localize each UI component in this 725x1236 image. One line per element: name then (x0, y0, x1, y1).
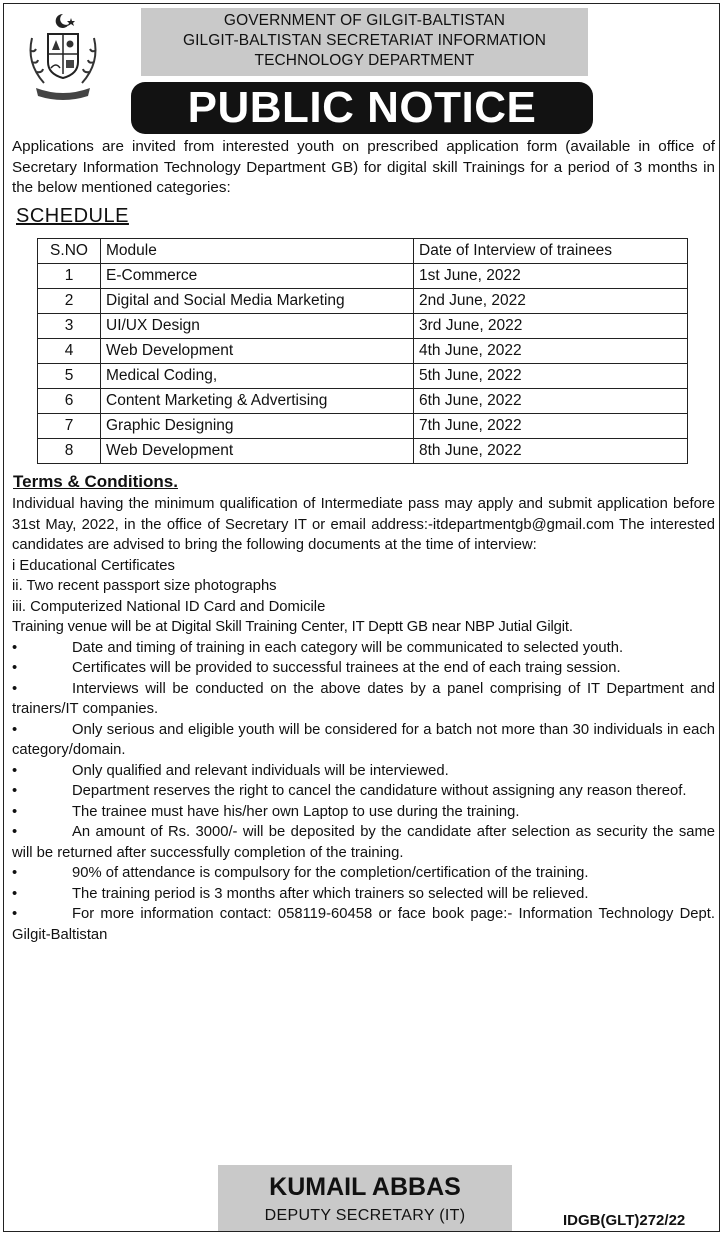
cell-module: E-Commerce (101, 264, 414, 289)
bullet-icon: • (12, 906, 18, 922)
cell-module: Web Development (101, 339, 414, 364)
cell-sno: 6 (38, 389, 101, 414)
cell-date: 5th June, 2022 (414, 364, 688, 389)
list-item (12, 904, 715, 945)
terms-body (12, 494, 715, 945)
list-item (12, 679, 715, 720)
header-line: GILGIT-BALTISTAN SECRETARIAT INFORMATION (182, 32, 547, 49)
table-row (38, 339, 688, 364)
cell-sno: 4 (38, 339, 101, 364)
table-row (38, 314, 688, 339)
cell-module: UI/UX Design (101, 314, 414, 339)
cell-module: Graphic Designing (101, 414, 414, 439)
cell-date: 2nd June, 2022 (414, 289, 688, 314)
cell-date: 8th June, 2022 (414, 439, 688, 464)
document-item: iii. Computerized National ID Card and Domicile (12, 598, 326, 615)
table-row (38, 389, 688, 414)
bullet-icon: • (12, 680, 18, 697)
schedule-heading: SCHEDULE (16, 205, 129, 227)
bullet-text: Interviews will be conducted on the above dates by a panel comprising of IT Department and trainers/IT companies. (12, 680, 715, 717)
table-row (38, 439, 688, 464)
document-item: ii. Two recent passport size photographs (12, 578, 277, 594)
bullet-icon: • (12, 865, 18, 881)
cell-date: 6th June, 2022 (414, 389, 688, 414)
signatory-title: DEPUTY SECRETARY (IT) (264, 1207, 466, 1224)
bullet-text: Only qualified and relevant individuals will be interviewed. (72, 762, 449, 779)
bullet-icon: • (12, 639, 18, 656)
bullet-icon: • (12, 783, 18, 799)
intro-paragraph: Applications are invited from interested youth on prescribed application form (available in office of Secretary Information Technology Department GB) for digital skill Trainings for a period of 3 months in the below mentioned categories: (12, 138, 715, 196)
cell-module: Digital and Social Media Marketing (101, 289, 414, 314)
bullet-icon: • (12, 762, 18, 779)
public-notice-banner: PUBLIC NOTICE (131, 82, 593, 134)
bullet-text: 90% of attendance is compulsory for the completion/certification of the training. (72, 865, 589, 881)
cell-module: Web Development (101, 439, 414, 464)
bullet-icon: • (12, 885, 18, 902)
list-item (12, 802, 715, 823)
header-module: Module (101, 239, 414, 264)
header-date: Date of Interview of trainees (414, 239, 688, 264)
bullet-text: Department reserves the right to cancel the candidature without assigning any reason thereof. (72, 783, 687, 799)
cell-sno: 7 (38, 414, 101, 439)
bullet-icon: • (12, 824, 18, 840)
bullet-text: Date and timing of training in each category will be communicated to selected youth. (72, 639, 624, 656)
bullet-text: Certificates will be provided to successful trainees at the end of each traing session. (72, 660, 621, 676)
government-header (141, 8, 588, 76)
table-row (38, 289, 688, 314)
list-item (12, 863, 715, 884)
cell-module: Content Marketing & Advertising (101, 389, 414, 414)
table-row (38, 364, 688, 389)
signatory-name: KUMAIL ABBAS (269, 1173, 461, 1201)
list-item (12, 720, 715, 761)
header-sno: S.NO (38, 239, 101, 264)
table-row (38, 414, 688, 439)
cell-date: 7th June, 2022 (414, 414, 688, 439)
terms-paragraph: Individual having the minimum qualification of Intermediate pass may apply and submit application before 31st May, 2022, in the office of Secretary IT or email address:-itdepartmentgb@gmail.com The interested candidates are advised to bring the following documents at the time of interview: (12, 496, 715, 553)
cell-sno: 5 (38, 364, 101, 389)
bullet-text: Only serious and eligible youth will be considered for a batch not more than 30 individuals in each category/domain. (12, 721, 715, 758)
terms-heading: Terms & Conditions. (13, 472, 178, 491)
cell-module: Medical Coding, (101, 364, 414, 389)
table-row (38, 264, 688, 289)
bullet-text: The trainee must have his/her own Laptop to use during the training. (72, 803, 520, 820)
venue-line: Training venue will be at Digital Skill Training Center, IT Deptt GB near NBP Jutial Gilgit. (12, 619, 573, 635)
bullet-icon: • (12, 721, 18, 738)
bullet-text: The training period is 3 months after which trainers so selected will be relieved. (72, 885, 589, 902)
cell-date: 3rd June, 2022 (414, 314, 688, 339)
cell-sno: 8 (38, 439, 101, 464)
government-emblem-icon (20, 10, 106, 102)
table-header-row (38, 239, 688, 264)
cell-sno: 3 (38, 314, 101, 339)
header-line: GOVERNMENT OF GILGIT-BALTISTAN (223, 12, 506, 29)
signature-block (218, 1165, 512, 1231)
cell-date: 1st June, 2022 (414, 264, 688, 289)
cell-date: 4th June, 2022 (414, 339, 688, 364)
cell-sno: 2 (38, 289, 101, 314)
list-item (12, 781, 715, 802)
list-item (12, 658, 715, 679)
bullet-icon: • (12, 660, 18, 676)
list-item (12, 822, 715, 863)
bullet-text: For more information contact: 058119-60458 or face book page:- Information Technology Dept. Gilgit-Baltistan (12, 906, 715, 943)
list-item (12, 638, 715, 659)
bullet-icon: • (12, 803, 18, 820)
document-item: i Educational Certificates (12, 557, 175, 574)
header-line: TECHNOLOGY DEPARTMENT (254, 52, 475, 69)
list-item (12, 761, 715, 782)
list-item (12, 884, 715, 905)
bullet-text: An amount of Rs. 3000/- will be deposited by the candidate after selection as security the same will be returned after successfully completion of the training. (12, 824, 715, 861)
cell-sno: 1 (38, 264, 101, 289)
schedule-table (37, 238, 688, 464)
reference-number: IDGB(GLT)272/22 (563, 1212, 686, 1229)
